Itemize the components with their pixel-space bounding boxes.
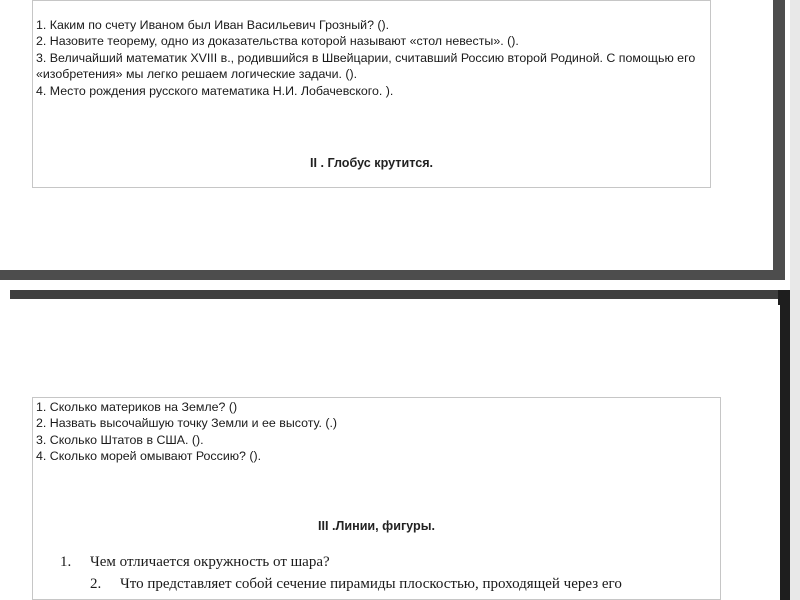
list-item: 4. Место рождения русского математика Н.И. Лобачевского. ).	[36, 83, 394, 98]
page-shadow-bottom	[10, 290, 788, 299]
geometry-question-list	[60, 552, 622, 592]
section-heading-globe: II . Глобус крутится.	[309, 156, 434, 170]
item-number: 1.	[60, 554, 72, 570]
list-item: 1. Сколько материков на Земле? ()	[36, 400, 238, 414]
list-item: 1. Каким по счету Иваном был Иван Васильевич Грозный? ().	[36, 18, 390, 32]
document-page-1	[0, 0, 785, 280]
list-item	[60, 552, 622, 572]
quiz-box-1	[32, 0, 711, 188]
list-item: 4. Сколько морей омывают Россию? ().	[36, 449, 262, 464]
item-number: 2.	[90, 576, 102, 592]
list-item: 3. Величайший математик XVIII в., родившийся в Швейцарии, считавший Россию второй Родиной. С помощью его «изобретения» мы легко решаем логические задачи. ().	[36, 50, 696, 82]
quiz-box-2	[32, 397, 721, 600]
window-edge	[790, 0, 800, 600]
item-text: Что представляет собой сечение пирамиды плоскостью, проходящей через его	[120, 576, 622, 592]
list-item: 2. Назовите теорему, одно из доказательства которой называют «стол невесты». ().	[36, 34, 519, 49]
list-item-cut-off	[60, 574, 622, 592]
item-text: Чем отличается окружность от шара?	[90, 554, 330, 570]
document-page-2	[10, 305, 780, 600]
question-list-1	[36, 17, 704, 99]
list-item: 3. Сколько Штатов в США. ().	[36, 432, 204, 447]
list-item: 2. Назвать высочайшую точку Земли и ее высоту. (.)	[36, 416, 338, 431]
section-heading-lines: III .Линии, фигуры.	[318, 519, 435, 533]
question-list-2	[36, 399, 716, 465]
